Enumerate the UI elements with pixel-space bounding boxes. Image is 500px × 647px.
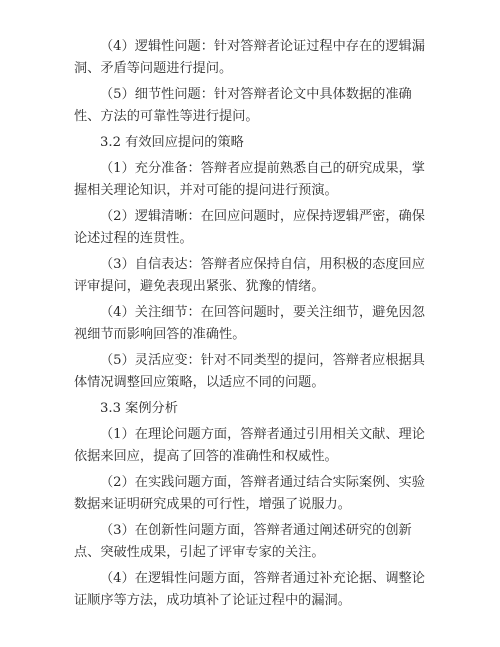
paragraph-case-theory: （1）在理论问题方面，答辩者通过引用相关文献、理论依据来回应，提高了回答的准确性和权威性。 bbox=[74, 427, 425, 464]
paragraph-attention-detail: （4）关注细节：在回答问题时，要关注细节，避免因忽视细节而影响回答的准确性。 bbox=[74, 305, 425, 342]
paragraph-case-innovation: （3）在创新性问题方面，答辩者通过阐述研究的创新点、突破性成果，引起了评审专家的关注。 bbox=[74, 523, 412, 560]
paragraph-confident-expression: （3）自信表达：答辩者应保持自信，用积极的态度回应评审提问，避免表现出紧张、犹豫的情绪。 bbox=[74, 257, 425, 294]
paragraph-detail-questions: （5）细节性问题：针对答辩者论文中具体数据的准确性、方法的可靠性等进行提问。 bbox=[74, 87, 412, 124]
paragraph-case-practice: （2）在实践问题方面，答辩者通过结合实际案例、实验数据来证明研究成果的可行性，增强了说服力。 bbox=[74, 475, 425, 512]
paragraph-clear-logic: （2）逻辑清晰：在回应问题时，应保持逻辑严密，确保论述过程的连贯性。 bbox=[74, 209, 425, 246]
paragraph-logic-questions: （4）逻辑性问题：针对答辩者论证过程中存在的逻辑漏洞、矛盾等问题进行提问。 bbox=[74, 39, 425, 76]
section-heading-3-3: 3.3 案例分析 bbox=[100, 401, 178, 416]
paragraph-case-logic: （4）在逻辑性问题方面，答辩者通过补充论据、调整论证顺序等方法，成功填补了论证过程中的漏洞。 bbox=[74, 571, 425, 608]
paragraph-full-preparation: （1）充分准备：答辩者应提前熟悉自己的研究成果，掌握相关理论知识，并对可能的提问进行预演。 bbox=[74, 161, 425, 198]
section-heading-3-2: 3.2 有效回应提问的策略 bbox=[100, 135, 244, 150]
paragraph-flexible-response: （5）灵活应变：针对不同类型的提问，答辩者应根据具体情况调整回应策略，以适应不同的问题。 bbox=[74, 353, 425, 390]
document-body bbox=[74, 36, 432, 616]
